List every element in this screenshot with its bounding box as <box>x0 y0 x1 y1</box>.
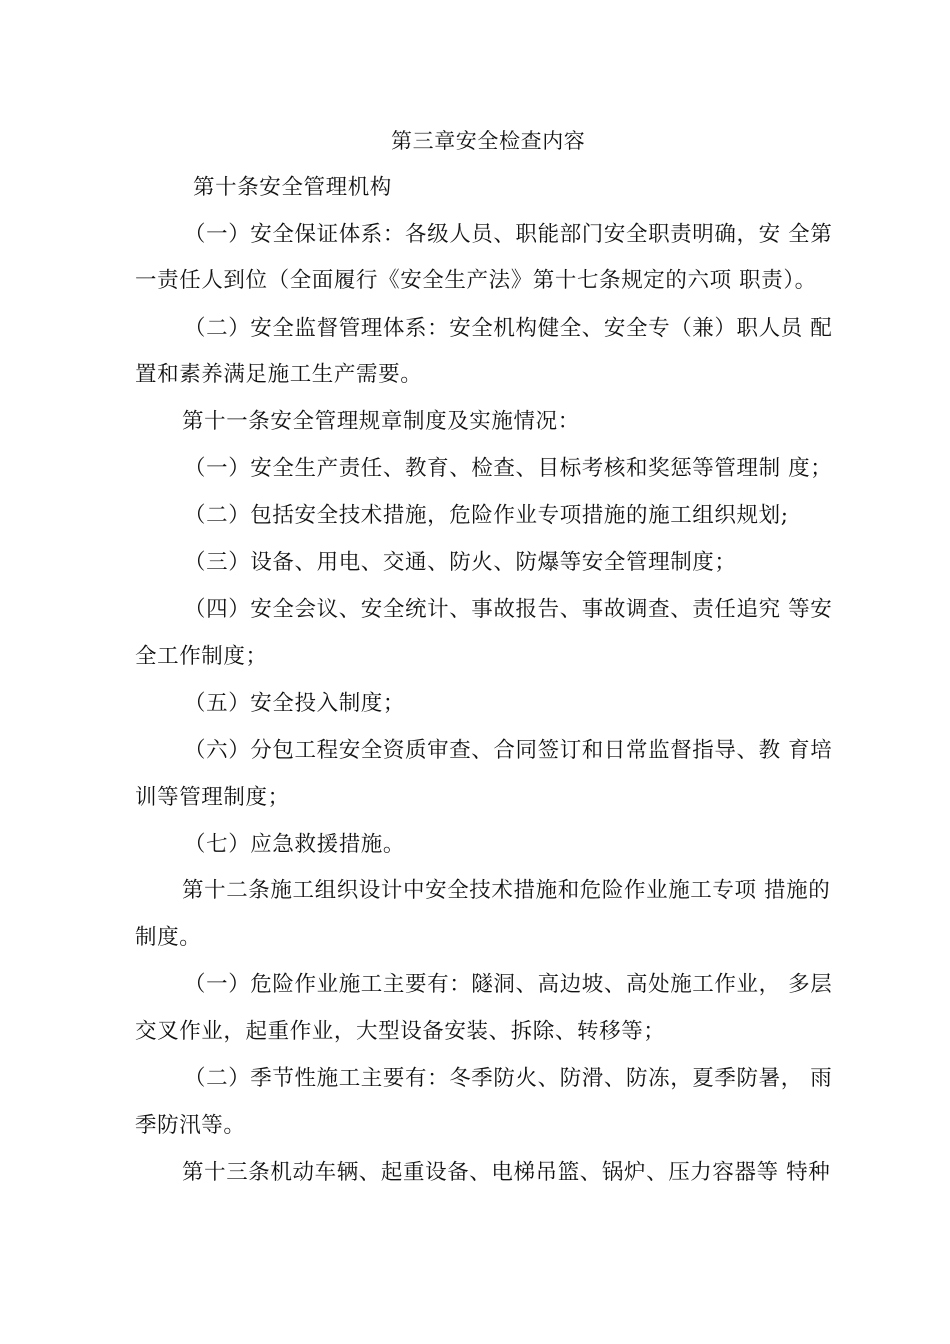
paragraph-line: 置和素养满足施工生产需要。 <box>135 362 423 387</box>
paragraph-line: 全工作制度； <box>135 644 268 669</box>
article-11-heading: 第十一条安全管理规章制度及实施情况： <box>182 409 580 434</box>
paragraph-line: （一）安全生产责任、教育、检查、目标考核和奖惩等管理制 度； <box>184 456 833 481</box>
article-13-heading: 第十三条机动车辆、起重设备、电梯吊篮、锅炉、压力容器等 特种 <box>182 1160 831 1185</box>
paragraph-line: （七）应急救援措施。 <box>184 832 406 857</box>
paragraph-line: 训等管理制度； <box>135 785 290 810</box>
paragraph-line: 交叉作业，起重作业，大型设备安装、拆除、转移等； <box>135 1019 666 1044</box>
paragraph-line: （二）包括安全技术措施，危险作业专项措施的施工组织规划; <box>184 503 789 528</box>
paragraph-line: （二）季节性施工主要有：冬季防火、防滑、防冻，夏季防暑， 雨 <box>184 1066 833 1091</box>
paragraph-line: （五）安全投入制度； <box>184 691 406 716</box>
paragraph-line: 制度。 <box>135 925 202 950</box>
paragraph-line: 一责任人到位（全面履行《安全生产法》第十七条规定的六项 职责）。 <box>135 268 817 293</box>
paragraph-line: （二）安全监督管理体系：安全机构健全、安全专（兼）职人员 配 <box>184 316 833 341</box>
paragraph-line: （四）安全会议、安全统计、事故报告、事故调查、责任追究 等安 <box>184 597 833 622</box>
article-10-heading: 第十条安全管理机构 <box>193 175 392 200</box>
paragraph-line: （一）危险作业施工主要有：隧洞、高边坡、高处施工作业， 多层 <box>184 972 833 997</box>
paragraph-line: （一）安全保证体系：各级人员、职能部门安全职责明确，安 全第 <box>184 222 833 247</box>
chapter-title: 第三章安全检查内容 <box>391 129 586 153</box>
paragraph-line: （六）分包工程安全资质审查、合同签订和日常监督指导、教 育培 <box>184 738 833 763</box>
article-12-heading: 第十二条施工组织设计中安全技术措施和危险作业施工专项 措施的 <box>182 878 831 903</box>
paragraph-line: 季防汛等。 <box>135 1113 246 1138</box>
paragraph-line: （三）设备、用电、交通、防火、防爆等安全管理制度； <box>184 550 737 575</box>
